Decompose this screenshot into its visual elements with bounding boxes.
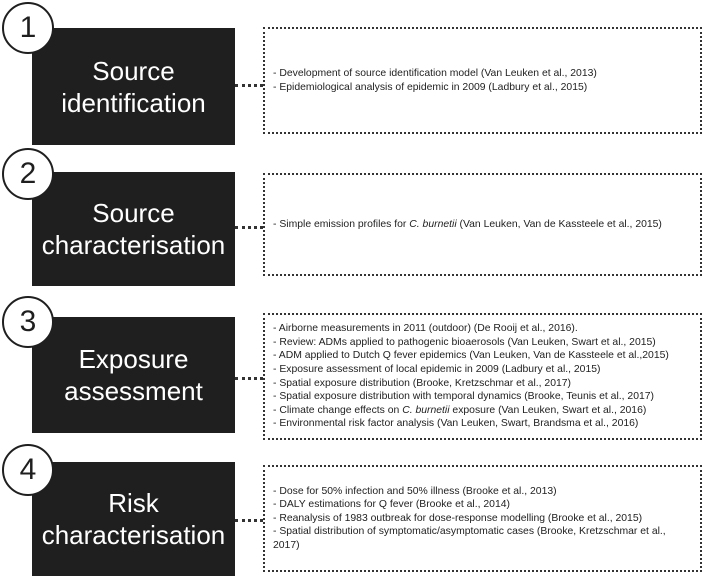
stage-1-title-box bbox=[32, 28, 235, 145]
stage-4-item: - Spatial distribution of symptomatic/asymptomatic cases (Brooke, Kretzschmar et al., 2017) bbox=[273, 526, 669, 551]
stage-3-item: - Review: ADMs applied to pathogenic bioaerosols (Van Leuken, Swart et al., 2015) bbox=[273, 336, 656, 348]
stage-4-item: - DALY estimations for Q fever (Brooke et al., 2014) bbox=[273, 499, 510, 511]
stage-4-connector bbox=[235, 519, 263, 522]
stage-2-connector bbox=[235, 226, 263, 229]
stage-1-item: - Epidemiological analysis of epidemic in 2009 (Ladbury et al., 2015) bbox=[273, 81, 588, 93]
stage-3-details-box bbox=[263, 313, 702, 440]
stage-4-title-line: characterisation bbox=[41, 520, 226, 550]
stage-1-list bbox=[273, 67, 692, 94]
stage-3-number-badge: 3 bbox=[2, 296, 54, 348]
stage-1-item: - Development of source identification model (Van Leuken et al., 2013) bbox=[273, 67, 597, 79]
stage-2-title-box bbox=[32, 172, 235, 286]
stage-2-list bbox=[273, 218, 692, 232]
stage-1-connector bbox=[235, 84, 263, 87]
stage-2-title-line: characterisation bbox=[41, 230, 226, 260]
stage-3-item: - Climate change effects on C. burnetii exposure (Van Leuken, Swart et al., 2016) bbox=[273, 404, 647, 416]
stage-4-number-badge: 4 bbox=[2, 444, 54, 496]
stage-3-item: - Spatial exposure distribution with temporal dynamics (Brooke, Teunis et al., 2017) bbox=[273, 391, 654, 403]
stage-3-list bbox=[273, 322, 692, 431]
stage-3-title-line: Exposure bbox=[78, 344, 189, 374]
stage-3-title-box bbox=[32, 317, 235, 433]
stage-3-item: - Spatial exposure distribution (Brooke, Kretzschmar et al., 2017) bbox=[273, 377, 572, 389]
stage-4-title-box bbox=[32, 462, 235, 576]
stage-3-item: - Environmental risk factor analysis (Van Leuken, Swart, Brandsma et al., 2016) bbox=[273, 418, 639, 430]
stage-4-title-line: Risk bbox=[108, 488, 159, 518]
stage-1-title-line: Source bbox=[92, 55, 175, 86]
stage-1-title-line: identification bbox=[61, 87, 206, 118]
stage-2-title-line: Source bbox=[92, 198, 175, 228]
stage-4-item: - Dose for 50% infection and 50% illness (Brooke et al., 2013) bbox=[273, 485, 557, 497]
stage-1-number-badge: 1 bbox=[2, 2, 54, 54]
stage-4-details-box bbox=[263, 465, 702, 572]
stage-1-details-box bbox=[263, 27, 702, 134]
stage-2-item: - Simple emission profiles for C. burnetii (Van Leuken, Van de Kassteele et al., 2015) bbox=[273, 218, 662, 230]
stage-2-details-box bbox=[263, 173, 702, 276]
stage-2-number-badge: 2 bbox=[2, 148, 54, 200]
stage-3-connector bbox=[235, 377, 263, 380]
stage-4-list bbox=[273, 485, 692, 553]
stage-3-item: - Airborne measurements in 2011 (outdoor) (De Rooij et al., 2016). bbox=[273, 323, 578, 335]
stage-3-title-line: assessment bbox=[64, 376, 203, 406]
stage-3-item: - ADM applied to Dutch Q fever epidemics (Van Leuken, Van de Kassteele et al.,2015) bbox=[273, 350, 669, 362]
stage-3-item: - Exposure assessment of local epidemic in 2009 (Ladbury et al., 2015) bbox=[273, 363, 601, 375]
stage-4-item: - Reanalysis of 1983 outbreak for dose-response modelling (Brooke et al., 2015) bbox=[273, 512, 643, 524]
